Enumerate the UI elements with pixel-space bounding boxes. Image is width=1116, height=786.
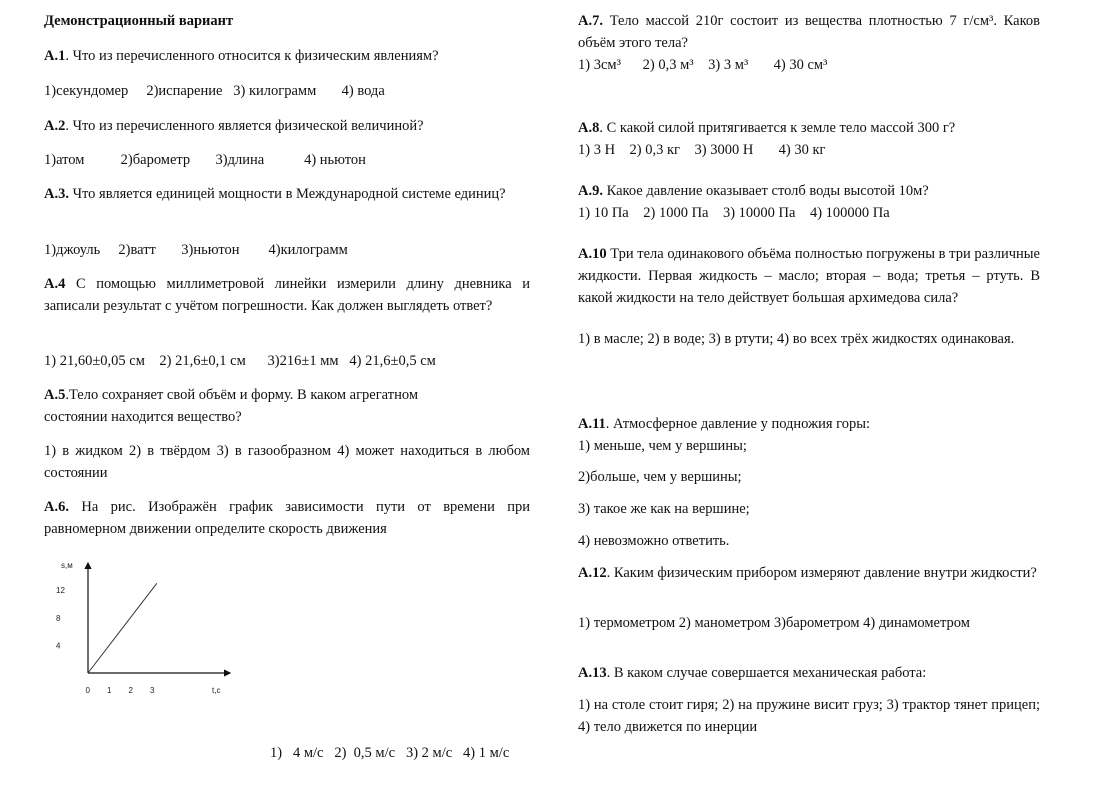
y-tick-label: 4 [56, 641, 61, 651]
x-axis-label: t,c [212, 686, 221, 695]
option-a11-2: 2)больше, чем у вершины; [578, 469, 742, 485]
y-tick-label: 8 [56, 613, 61, 623]
answers-a1: 1)секундомер 2)испарение 3) килограмм 4) вода [44, 83, 385, 99]
y-tick-label: 12 [56, 586, 65, 596]
question-a3: А.3. Что является единицей мощности в Международной системе единиц? [44, 186, 506, 202]
x-tick-label: 1 [107, 686, 112, 695]
answers-a4: 1) 21,60±0,05 см 2) 21,6±0,1 см 3)216±1 мм 4) 21,6±0,5 см [44, 353, 436, 369]
answers-a10: 1) в масле; 2) в воде; 3) в ртути; 4) во всех трёх жидкостях одинаковая. [578, 331, 1015, 347]
question-a7: А.7. Тело массой 210г состоит из вещества плотностью 7 г/см³. Каков объём этого тела? [578, 13, 1040, 51]
question-a9: А.9. Какое давление оказывает столб воды высотой 10м? [578, 183, 929, 199]
answers-a7: 1) 3см³ 2) 0,3 м³ 3) 3 м³ 4) 30 см³ [578, 57, 828, 73]
question-a6: А.6. На рис. Изображён график зависимости пути от времени при равномерном движении определите скорость движения [44, 499, 530, 537]
answers-a3: 1)джоуль 2)ватт 3)ньютон 4)килограмм [44, 242, 348, 258]
question-a4: А.4 С помощью миллиметровой линейки измерили длину дневника и записали результат с учётом погрешности. Как должен выглядеть ответ? [44, 276, 530, 314]
question-a10: А.10 Три тела одинакового объёма полностью погружены в три различные жидкости. Первая жидкость – масло; вторая – вода; третья – ртуть. В какой жидкости на тело действует большая архимедова сила? [578, 246, 1040, 306]
y-axis-label: s,м [61, 561, 73, 570]
answers-a8: 1) 3 Н 2) 0,3 кг 3) 3000 Н 4) 30 кг [578, 142, 826, 158]
option-a11-4: 4) невозможно ответить. [578, 533, 730, 549]
question-a1: А.1. Что из перечисленного относится к физическим явлениям? [44, 48, 439, 64]
answers-a9: 1) 10 Па 2) 1000 Па 3) 10000 Па 4) 100000 Па [578, 205, 890, 221]
question-a13: А.13. В каком случае совершается механическая работа: [578, 665, 927, 681]
question-a11: А.11. Атмосферное давление у подножия горы: [578, 416, 871, 432]
option-a11-3: 3) такое же как на вершине; [578, 501, 750, 517]
x-tick-label: 2 [128, 686, 133, 695]
answers-a5: 1) в жидком 2) в твёрдом 3) в газообразном 4) может находиться в любом состоянии [44, 443, 530, 481]
series-line [88, 583, 157, 673]
answers-a13: 1) на столе стоит гиря; 2) на пружине висит груз; 3) трактор тянет прицеп; 4) тело движется по инерции [578, 697, 1040, 735]
x-tick-label: 0 [85, 686, 90, 695]
x-tick-label: 3 [150, 686, 155, 695]
question-a5: А.5.Тело сохраняет свой объём и форму. В каком агрегатном состоянии находится вещество? [44, 387, 418, 425]
option-a11-1: 1) меньше, чем у вершины; [578, 438, 747, 454]
answers-a2: 1)атом 2)барометр 3)длина 4) ньютон [44, 152, 366, 168]
question-a8: А.8. С какой силой притягивается к земле тело массой 300 г? [578, 120, 956, 136]
question-a12: А.12. Каким физическим прибором измеряют давление внутри жидкости? [578, 565, 1037, 581]
distance-time-graph [44, 555, 244, 705]
page-title: Демонстрационный вариант [44, 13, 234, 29]
answers-a12: 1) термометром 2) манометром 3)барометром 4) динамометром [578, 615, 970, 631]
question-a2: А.2. Что из перечисленного является физической величиной? [44, 118, 424, 134]
answers-a6: 1) 4 м/с 2) 0,5 м/с 3) 2 м/с 4) 1 м/с [270, 745, 510, 761]
